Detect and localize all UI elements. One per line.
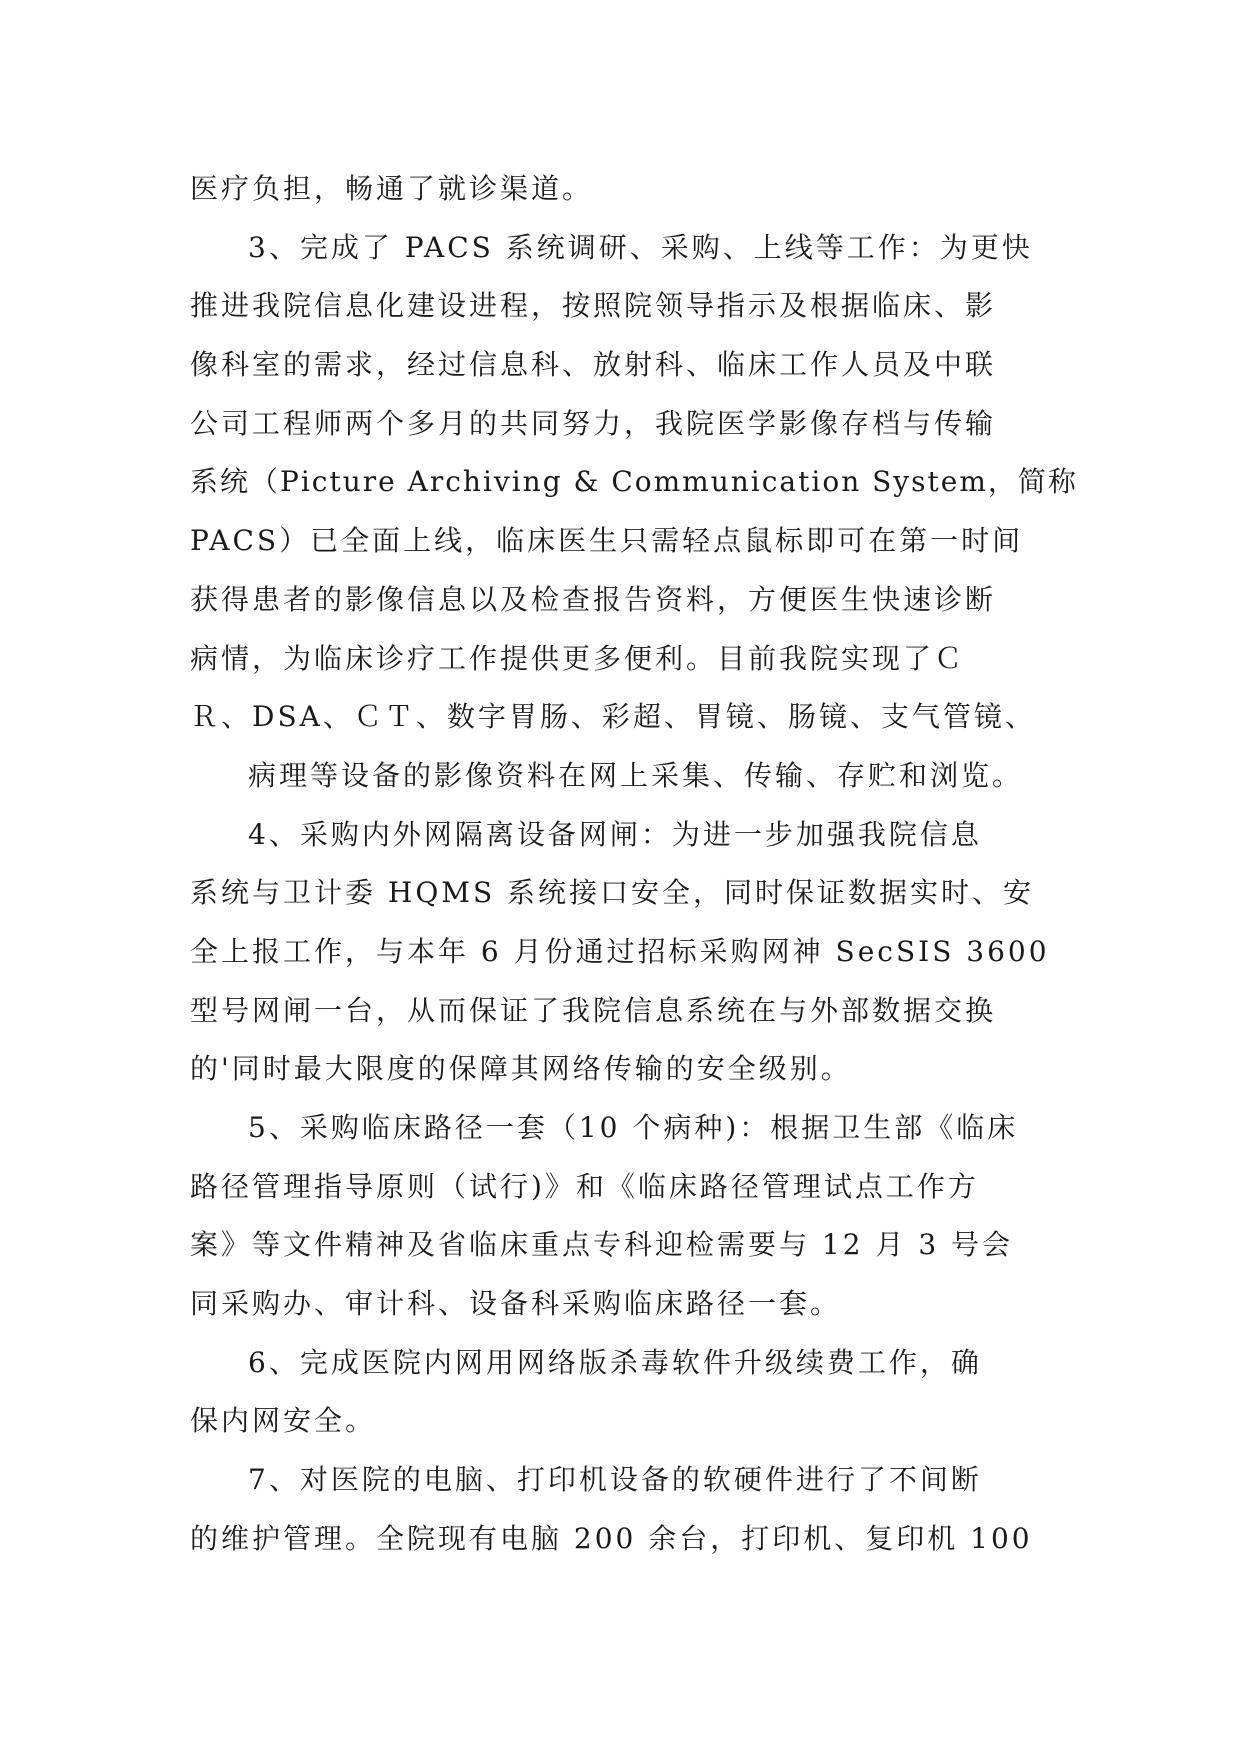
text-line: 5、采购临床路径一套（10 个病种)：根据卫生部《临床 [248, 1111, 1019, 1144]
text-line: 病理等设备的影像资料在网上采集、传输、存贮和浏览。 [248, 758, 1024, 792]
text-line: 案》等文件精神及省临床重点专科迎检需要与 12 月 3 号会 [190, 1228, 1014, 1262]
text-line: 像科室的需求，经过信息科、放射科、临床工作人员及中联 [190, 348, 997, 382]
text-line: 系统（Picture Archiving & Communication System，简称 [190, 465, 1078, 499]
text-line: 7、对医院的电脑、打印机设备的软硬件进行了不间断 [248, 1463, 982, 1497]
text-line: 系统与卫计委 HQMS 系统接口安全，同时保证数据实时、安 [190, 876, 1035, 910]
text-line: 病情，为临床诊疗工作提供更多便利。目前我院实现了Ｃ [190, 641, 966, 675]
text-line: 公司工程师两个多月的共同努力，我院医学影像存档与传输 [190, 406, 997, 440]
text-line: 获得患者的影像信息以及检查报告资料，方便医生快速诊断 [190, 582, 997, 616]
text-line: 同采购办、审计科、设备科采购临床路径一套。 [190, 1287, 842, 1321]
text-line: 6、完成医院内网用网络版杀毒软件升级续费工作，确 [248, 1345, 982, 1379]
text-line: PACS）已全面上线，临床医生只需轻点鼠标即可在第一时间 [190, 524, 1024, 558]
body-text [190, 160, 1090, 1569]
text-line: 型号网闸一台，从而保证了我院信息系统在与外部数据交换 [190, 993, 997, 1027]
text-line: 4、采购内外网隔离设备网闸：为进一步加强我院信息 [248, 817, 982, 851]
text-line: 保内网安全。 [190, 1404, 377, 1438]
text-line: 推进我院信息化建设进程，按照院领导指示及根据临床、影 [190, 289, 997, 323]
text-line: 的'同时最大限度的保障其网络传输的安全级别。 [190, 1052, 852, 1086]
text-line: 医疗负担，畅通了就诊渠道。 [190, 172, 594, 205]
text-line: Ｒ、DSA、ＣＴ、数字胃肠、彩超、胃镜、肠镜、支气管镜、 [190, 700, 1036, 734]
text-line: 的维护管理。全院现有电脑 200 余台，打印机、复印机 100 [190, 1521, 1033, 1555]
text-line: 路径管理指导原则（试行)》和《临床路径管理试点工作方 [190, 1169, 979, 1203]
text-line: 全上报工作，与本年 6 月份通过招标采购网神 SecSIS 3600 [190, 934, 1050, 968]
text-line: 3、完成了 PACS 系统调研、采购、上线等工作：为更快 [248, 230, 1033, 264]
